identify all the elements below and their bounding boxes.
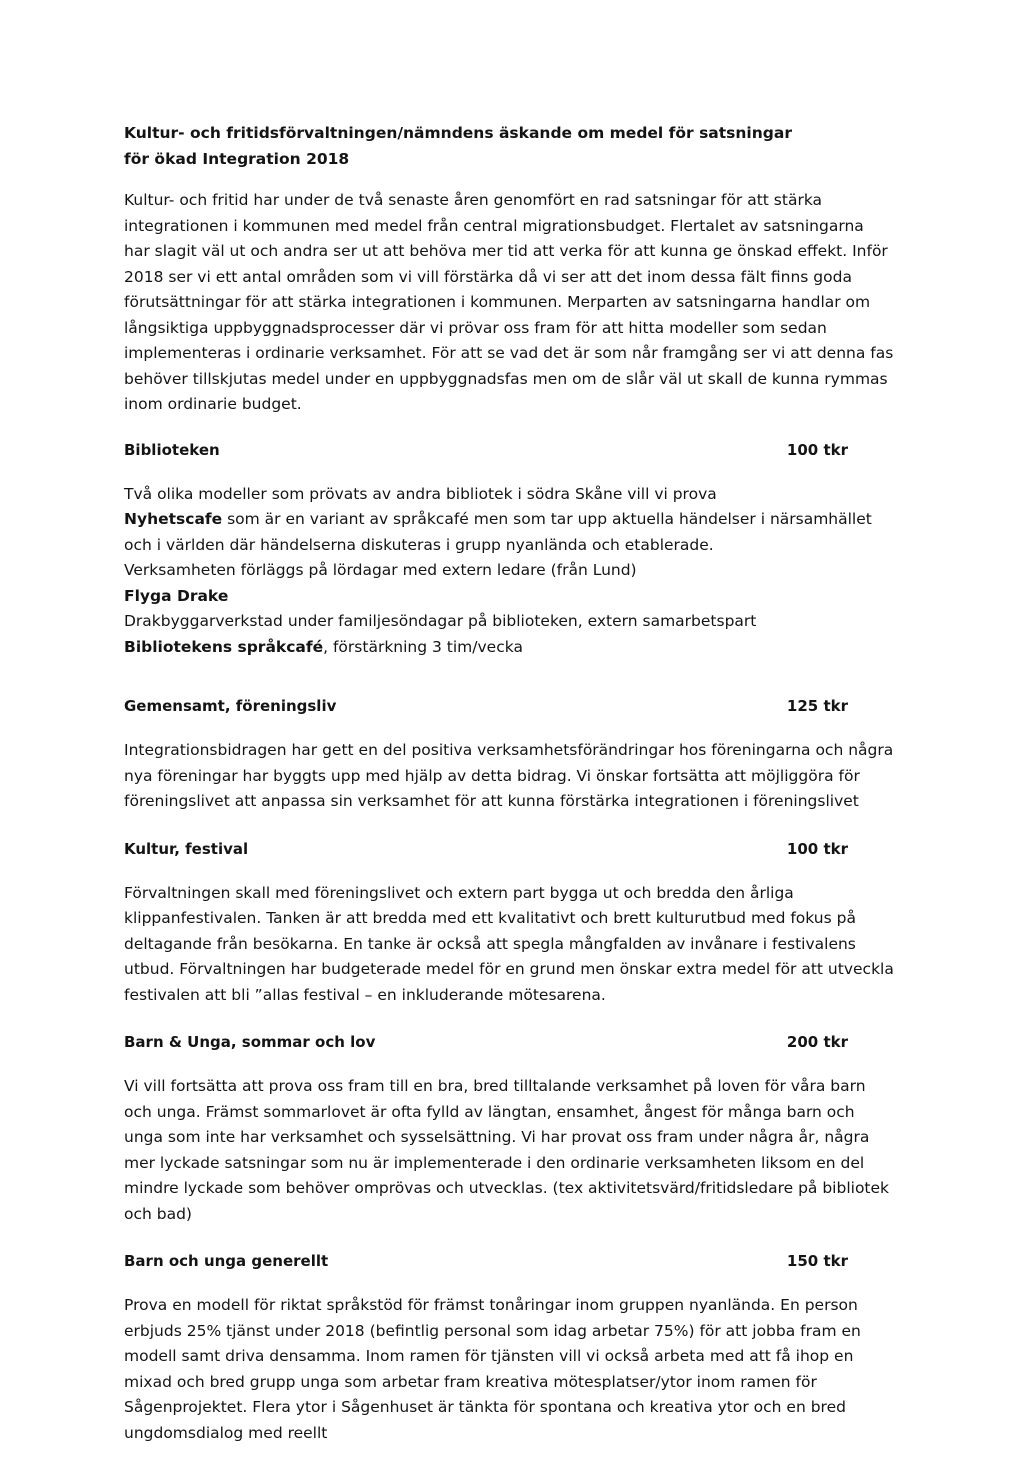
section-heading: Kultur, festival [124, 839, 249, 858]
section-festival [124, 837, 894, 1009]
section-heading-row [124, 837, 894, 861]
section-heading: Gemensamt, föreningsliv [124, 697, 337, 715]
section-heading: Barn & Unga, sommar och lov [124, 1033, 376, 1051]
nyhetscafe-label: Nyhetscafe [124, 510, 223, 528]
section-heading-row [124, 1030, 894, 1054]
section-foreningsliv [124, 694, 894, 815]
section-paragraph: Integrationsbidragen har gett en del positiva verksamhetsförändringar hos föreningarna och några nya föreningar har byggts upp med hjälp av detta bidrag. Vi önskar fortsätta att möjliggöra för föreningslivet att anpassa sin verksamhet för att kunna förstärka integrationen i föreningslivet [124, 741, 894, 810]
section-heading-row [124, 1249, 894, 1273]
nyhetscafe-text: som är en variant av språkcafé men som tar upp aktuella händelser i närsamhället och i världen där händelserna diskuteras i grupp nyanlända och etablerade. [124, 510, 872, 554]
section-heading-row [124, 438, 894, 462]
intro-paragraph: Kultur- och fritid har under de två senaste åren genomfört en rad satsningar för att stärka integrationen i kommunen med medel från central migrationsbudget. Flertalet av satsningarna har slagit väl ut och andra ser ut att behöva mer tid att verka för att kunna ge önskad effekt. Inför 2018 ser vi ett antal områden som vi vill förstärka då vi ser att det inom dessa fält finns goda förutsättningar för att stärka integrationen i kommunen. Merparten av satsningarna handlar om långsiktiga uppbyggnadsprocesser där vi prövar oss fram för att hitta modeller som sedan implementeras i ordinarie verksamhet. För att se vad det är som når framgång ser vi att denna fas behöver tillskjutas medel under en uppbyggnadsfas men om de slår väl ut skall de kunna rymmas inom ordinarie budget. [124, 191, 894, 413]
drakbyggar-line: Drakbyggarverkstad under familjesöndagar på biblioteken, extern samarbetspart [124, 612, 757, 630]
sprakcafe-label: Bibliotekens språkcafé [124, 637, 324, 656]
section-heading: Barn och unga generellt [124, 1252, 329, 1270]
section-biblioteken [124, 438, 894, 661]
document-title [124, 120, 894, 172]
title-line-1: Kultur- och fritidsförvaltningen/nämndens äskande om medel för satsningar [124, 124, 792, 142]
section-paragraph: Vi vill fortsätta att prova oss fram till en bra, bred tilltalande verksamhet på loven för våra barn och unga. Främst sommarlovet är ofta fylld av längtan, ensamhet, ångest för många barn och unga som inte har verksamhet och sysselsättning. Vi har provat oss fram under några år, några mer lyckade satsningar som nu är implementerade i den ordinarie verksamheten liksom en del mindre lyckade som behöver omprövas och utvecklas. (tex aktivitetsvärd/fritidsledare på bibliotek och bad) [124, 1077, 890, 1223]
section-sommar-lov [124, 1030, 894, 1227]
sprakcafe-text: , förstärkning 3 tim/vecka [323, 637, 523, 656]
section-barn-unga-generellt [124, 1249, 894, 1446]
section-amount: 150 tkr [786, 1252, 848, 1270]
sprakcafe-paragraph [124, 635, 894, 661]
nyhetscafe-paragraph [124, 507, 894, 558]
document-body [124, 120, 894, 1468]
bibliotek-intro-line: Två olika modeller som prövats av andra bibliotek i södra Skåne vill vi prova [124, 484, 717, 503]
verksamhet-line: Verksamheten förläggs på lördagar med extern ledare (från Lund) [124, 561, 637, 579]
section-amount: 100 tkr [786, 839, 848, 858]
title-line-2: för ökad Integration 2018 [124, 150, 350, 168]
section-paragraph: Prova en modell för riktat språkstöd för främst tonåringar inom gruppen nyanlända. En person erbjuds 25% tjänst under 2018 (befintlig personal som idag arbetar 75%) för att jobba fram en modell samt driva densamma. Inom ramen för tjänsten vill vi också arbeta med att få ihop en mixad och bred grupp unga som arbetar fram kreativa mötesplatser/ytor inom ramen för Sågenprojektet. Flera ytor i Sågenhuset är tänkta för spontana och kreativa ytor och en bred ungdomsdialog med reellt [124, 1296, 861, 1442]
section-heading: Biblioteken [124, 440, 220, 459]
section-amount: 125 tkr [786, 697, 848, 715]
flyga-drake-label: Flyga Drake [124, 586, 229, 605]
section-heading-row [124, 694, 894, 718]
section-paragraph: Förvaltningen skall med föreningslivet och extern part bygga ut och bredda den årliga klippanfestivalen. Tanken är att bredda med ett kvalitativt och brett kulturutbud med fokus på deltagande från besökarna. En tanke är också att spegla mångfalden av invånare i festivalens utbud. Förvaltningen har budgeterade medel för en grund men önskar extra medel för att utveckla festivalen att bli ”allas festival – en inkluderande mötesarena. [124, 883, 894, 1004]
section-amount: 100 tkr [786, 440, 848, 459]
section-amount: 200 tkr [786, 1033, 848, 1051]
